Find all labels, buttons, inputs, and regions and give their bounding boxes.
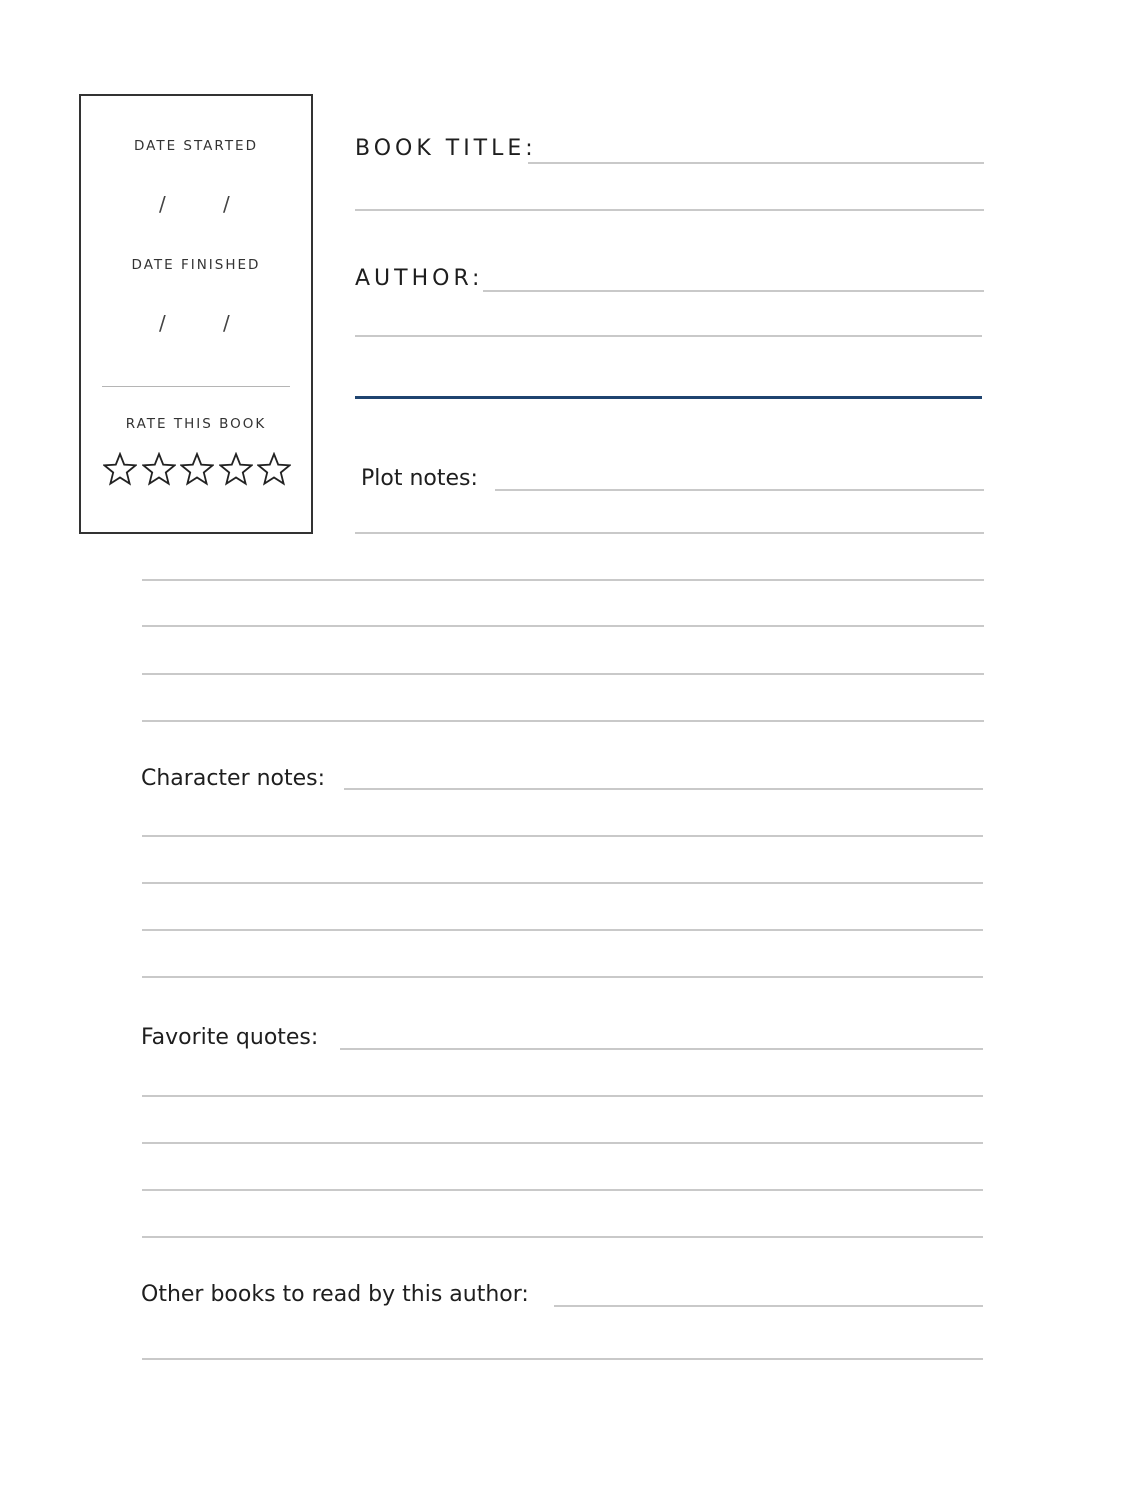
author-line-2[interactable] <box>355 335 982 337</box>
date-started-slash-1: / <box>159 192 166 216</box>
favorite-quotes-line-5[interactable] <box>142 1236 983 1238</box>
star-icon-5[interactable] <box>257 452 291 486</box>
accent-divider <box>355 396 982 399</box>
date-finished-slash-2: / <box>223 311 230 335</box>
plot-notes-line-5[interactable] <box>142 673 984 675</box>
character-notes-line-1[interactable] <box>344 788 983 790</box>
date-finished-label: DATE FINISHED <box>131 257 261 273</box>
author-line[interactable] <box>483 290 984 292</box>
star-icon-1[interactable] <box>103 452 137 486</box>
favorite-quotes-line-4[interactable] <box>142 1189 983 1191</box>
favorite-quotes-line-2[interactable] <box>142 1095 983 1097</box>
favorite-quotes-label: Favorite quotes: <box>141 1025 319 1050</box>
favorite-quotes-line-3[interactable] <box>142 1142 983 1144</box>
date-finished-slash-1: / <box>159 311 166 335</box>
book-title-line-2[interactable] <box>355 209 984 211</box>
plot-notes-line-2[interactable] <box>355 532 984 534</box>
book-title-line[interactable] <box>528 162 984 164</box>
star-icon-3[interactable] <box>180 452 214 486</box>
star-icon-2[interactable] <box>142 452 176 486</box>
date-started-label: DATE STARTED <box>134 138 258 154</box>
date-started-slash-2: / <box>223 192 230 216</box>
box-divider <box>102 386 290 387</box>
character-notes-line-5[interactable] <box>142 976 983 978</box>
rate-this-book-label: RATE THIS BOOK <box>125 416 267 432</box>
star-icon-4[interactable] <box>219 452 253 486</box>
other-books-label: Other books to read by this author: <box>141 1282 529 1307</box>
plot-notes-line-6[interactable] <box>142 720 984 722</box>
other-books-line-2[interactable] <box>142 1358 983 1360</box>
character-notes-line-2[interactable] <box>142 835 983 837</box>
author-label: AUTHOR: <box>355 266 484 291</box>
star-rating <box>103 452 291 490</box>
book-title-label: BOOK TITLE: <box>355 136 537 161</box>
character-notes-label: Character notes: <box>141 766 326 791</box>
plot-notes-label: Plot notes: <box>361 466 478 491</box>
other-books-line-1[interactable] <box>554 1305 983 1307</box>
favorite-quotes-line-1[interactable] <box>340 1048 983 1050</box>
plot-notes-line-1[interactable] <box>495 489 984 491</box>
character-notes-line-3[interactable] <box>142 882 983 884</box>
plot-notes-line-3[interactable] <box>142 579 984 581</box>
character-notes-line-4[interactable] <box>142 929 983 931</box>
plot-notes-line-4[interactable] <box>142 625 984 627</box>
reading-info-box <box>79 94 313 534</box>
